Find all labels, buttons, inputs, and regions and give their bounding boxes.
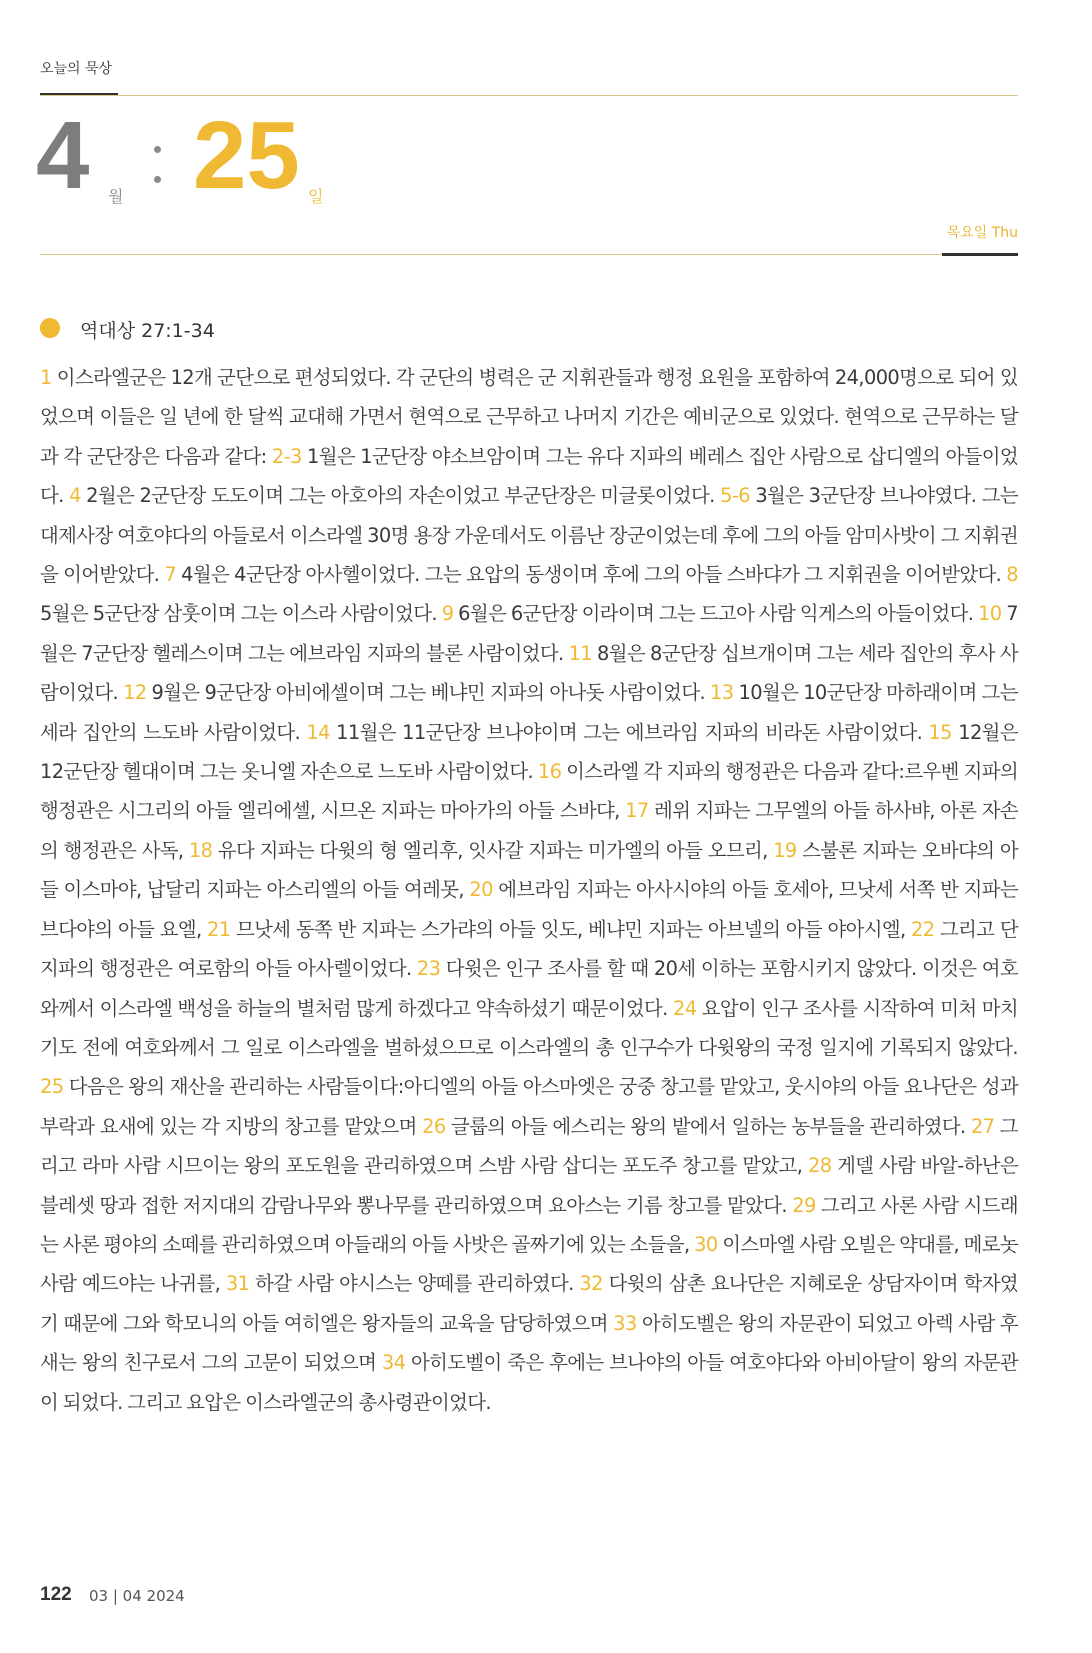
verse-number: 7: [164, 563, 177, 587]
day-unit: 일: [308, 187, 324, 206]
verse-text: 8월은 8군단장 십브개이며 그는 세라 집안의 후사 사람이었다.: [40, 641, 1018, 705]
verse-text: 아히도벨은 왕의 자문관이 되었고 아렉 사람 후새는 왕의 친구로서 그의 고문이 되었으며: [40, 1311, 1018, 1375]
verse-number: 9: [441, 602, 454, 626]
day-number: 25: [193, 102, 300, 209]
verse-number: 10: [978, 602, 1002, 626]
verse-number: 21: [207, 917, 231, 941]
verse-text: 에브라임 지파는 아사시야의 아들 호세아, 므낫세 서쪽 반 지파는 브다야의 아들 요엘,: [40, 878, 1018, 941]
verse-number: 31: [225, 1272, 250, 1296]
verse-text: 레위 지파는 그무엘의 아들 하사뱌, 아론 자손의 행정관은 사독,: [40, 799, 1018, 862]
verse-text: 그리고 라마 사람 시므이는 왕의 포도원을 관리하였으며 스밤 사람 삽디는 포도주 창고를 맡았고,: [40, 1114, 1018, 1178]
verse-number: 28: [807, 1154, 832, 1178]
verse-number: 14: [306, 720, 330, 744]
verse-number: 20: [469, 878, 493, 902]
verse-number: 1: [40, 366, 52, 389]
verse-text: 글룹의 아들 에스리는 왕의 밭에서 일하는 농부들을 관리하였다.: [450, 1114, 966, 1138]
verse-number: 13: [710, 681, 734, 705]
verse-text: 아히도벨이 죽은 후에는 브나야의 아들 여호야다와 아비아달이 왕의 자문관이 되었다. 그리고 요압은 이스라엘군의 총사령관이었다.: [40, 1351, 1018, 1414]
verse-text: 요압이 인구 조사를 시작하여 미처 마치기도 전에 여호와께서 그 일로 이스라엘을 벌하셨으므로 이스라엘의 총 인구수가 다윗왕의 국정 일지에 기록되지 않았다.: [40, 996, 1019, 1059]
verse-text: 하갈 사람 야시스는 양떼를 관리하였다.: [255, 1272, 574, 1296]
verse-number: 32: [579, 1272, 603, 1296]
verse-text: 다윗의 삼촌 요나단은 지혜로운 상담자이며 학자였기 때문에 그와 학모니의 아들 여히엘은 왕자들의 교육을 담당하였으며: [40, 1272, 1018, 1335]
verse-text: 9월은 9군단장 아비에셀이며 그는 베냐민 지파의 아나돗 사람이었다.: [151, 681, 706, 705]
verse-text: 다윗은 인구 조사를 할 때 20세 이하는 포함시키지 않았다. 이것은 여호와께서 이스라엘 백성을 하늘의 별처럼 많게 하겠다고 약속하셨기 때문이었다.: [40, 957, 1018, 1020]
verse-number: 22: [911, 917, 935, 941]
date-separator: [154, 146, 162, 190]
weekday-label: 목요일 Thu: [946, 225, 1018, 241]
issue-date: 03 | 04 2024: [89, 1587, 185, 1605]
verse-text: 다음은 왕의 재산을 관리하는 사람들이다:아디엘의 아들 아스마엣은 궁중 창고를 맡았고, 웃시야의 아들 요나단은 성과 부락과 요새에 있는 각 지방의 창고를 맡았으며: [40, 1075, 1018, 1138]
verse-number: 29: [792, 1193, 816, 1217]
verse-text: 11월은 11군단장 브나야이며 그는 에브라임 지파의 비라돈 사람이었다.: [336, 720, 923, 744]
section-label: 오늘의 묵상: [40, 61, 113, 77]
bullet-dot-icon: [40, 318, 60, 338]
month-number: 4: [36, 102, 90, 209]
verse-number: 23: [416, 957, 441, 981]
verse-number: 17: [625, 799, 649, 823]
verse-number: 27: [970, 1114, 995, 1138]
verse-text: 그리고 단 지파의 행정관은 여로함의 아들 아사렐이었다.: [40, 917, 1018, 981]
month-unit: 월: [108, 187, 124, 206]
top-divider: [40, 95, 1018, 96]
verse-number: 8: [1006, 563, 1018, 587]
verse-number: 34: [381, 1351, 406, 1375]
verse-number: 15: [928, 720, 952, 744]
header-divider-accent: [942, 253, 1018, 256]
verse-text: 이스마엘 사람 오빌은 약대를, 메로놋 사람 예드야는 나귀를,: [40, 1232, 1018, 1296]
verse-number: 26: [422, 1114, 446, 1138]
verse-number: 11: [568, 641, 593, 665]
verse-number: 33: [613, 1311, 637, 1335]
verse-number: 19: [773, 838, 797, 862]
verse-text: 므낫세 동쪽 반 지파는 스가랴의 아들 잇도, 베냐민 지파는 아브넬의 아들 야아시엘,: [235, 917, 906, 941]
verse-text: 그리고 사론 사람 시드래는 사론 평야의 소떼를 관리하였으며 아들래의 아들 사밧은 골짜기에 있는 소들을,: [40, 1193, 1018, 1256]
verse-number: 2-3: [271, 444, 302, 468]
verse-number: 18: [188, 838, 213, 862]
scripture-passage: [40, 358, 1018, 1422]
verse-text: 2월은 2군단장 도도이며 그는 아호아의 자손이었고 부군단장은 미글롯이었다.: [86, 484, 715, 508]
verse-text: 스불론 지파는 오바댜의 아들 이스마야, 납달리 지파는 아스리엘의 아들 여레못,: [40, 838, 1018, 902]
verse-text: 5월은 5군단장 삼훗이며 그는 이스라 사람이었다.: [40, 602, 437, 626]
verse-text: 유다 지파는 다윗의 형 엘리후, 잇사갈 지파는 미가엘의 아들 오므리,: [217, 838, 768, 862]
verse-text: 6월은 6군단장 이라이며 그는 드고아 사람 익게스의 아들이었다.: [458, 602, 974, 626]
verse-text: 12월은 12군단장 헬대이며 그는 옷니엘 자손으로 느도바 사람이었다.: [40, 720, 1018, 784]
verse-number: 12: [123, 681, 147, 705]
header-divider: [40, 254, 1018, 255]
verse-text: 10월은 10군단장 마하래이며 그는 세라 집안의 느도바 사람이었다.: [40, 681, 1018, 744]
verse-number: 30: [694, 1232, 718, 1256]
verse-text: 게델 사람 바알-하난은 블레셋 땅과 접한 저지대의 감람나무와 뽕나무를 관리하였으며 요아스는 기름 창고를 맡았다.: [40, 1154, 1018, 1217]
verse-number: 24: [672, 996, 697, 1020]
page-number: 122: [40, 1584, 72, 1605]
verse-text: 이스라엘군은 12개 군단으로 편성되었다. 각 군단의 병력은 군 지휘관들과 행정 요원을 포함하여 24,000명으로 되어 있었으며 이들은 일 년에 한 달씩 교대해 가면서 현역으로 근무하고 나머지 기간은 예비군으로 있었다. 현역으로 근무하는 달과 각 군단장은 다음과 같다:: [40, 366, 1018, 468]
verse-number: 25: [40, 1075, 64, 1099]
verse-number: 4: [69, 484, 81, 508]
verse-number: 16: [537, 760, 562, 784]
verse-text: 7월은 7군단장 헬레스이며 그는 에브라임 지파의 블론 사람이었다.: [40, 602, 1018, 665]
scripture-reference: 역대상 27:1-34: [80, 320, 215, 342]
verse-text: 3월은 3군단장 브나야였다. 그는 대제사장 여호야다의 아들로서 이스라엘 30명 용장 가운데서도 이름난 장군이었는데 후에 그의 아들 암미사밧이 그 지휘권을 이어받았다.: [40, 484, 1018, 587]
verse-number: 5-6: [720, 484, 750, 508]
verse-text: 이스라엘 각 지파의 행정관은 다음과 같다:르우벤 지파의 행정관은 시그리의 아들 엘리에셀, 시므온 지파는 마아가의 아들 스바댜,: [40, 760, 1018, 823]
verse-text: 1월은 1군단장 야소브암이며 그는 유다 지파의 베레스 집안 사람으로 삽디엘의 아들이었다.: [40, 444, 1018, 508]
verse-text: 4월은 4군단장 아사헬이었다. 그는 요압의 동생이며 후에 그의 아들 스바댜가 그 지휘권을 이어받았다.: [181, 563, 1002, 587]
